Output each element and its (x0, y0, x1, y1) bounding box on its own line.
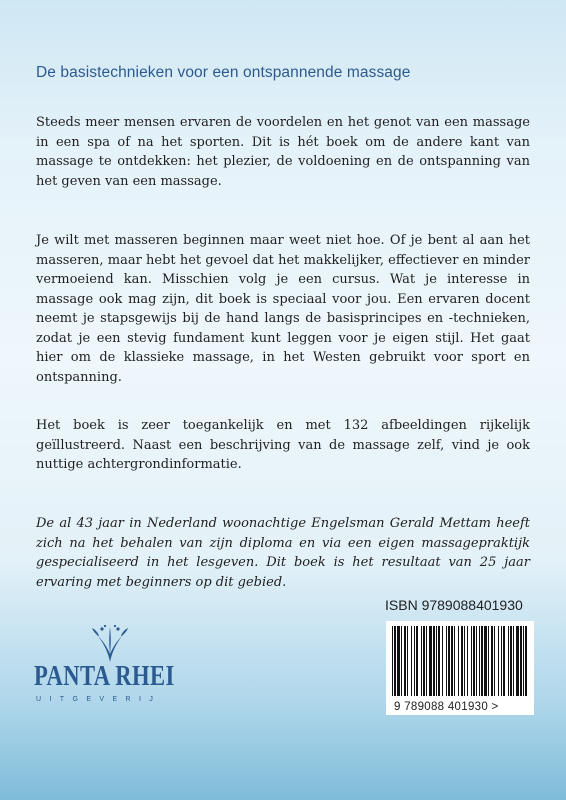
barcode-bar (516, 626, 519, 696)
barcode-bar (429, 626, 432, 696)
barcode-bar (454, 626, 455, 696)
barcode-bar (397, 626, 400, 696)
isbn-label: ISBN 9789088401930 (385, 597, 523, 613)
barcode-bar (494, 626, 495, 696)
barcode-bar (467, 626, 468, 696)
publisher-logo (34, 624, 184, 714)
barcode-bar (421, 626, 422, 696)
barcode-bar (458, 626, 459, 696)
barcode-bar (411, 626, 412, 696)
barcode-bar (525, 626, 527, 696)
barcode-bar (513, 626, 514, 696)
barcode-bar (476, 626, 477, 696)
barcode-bar (446, 626, 447, 696)
barcode-bar (438, 626, 440, 696)
barcode-bar (448, 626, 450, 696)
barcode-bar (488, 626, 489, 696)
barcode-bar (426, 626, 427, 696)
barcode-bar (401, 626, 402, 696)
barcode-bar (481, 626, 483, 696)
barcode-bar (508, 626, 509, 696)
isbn-barcode (386, 621, 534, 715)
author-bio-paragraph: De al 43 jaar in Nederland woonachtige Engelsman Gerald Mettam heeft zich na het behalen van zijn diploma en via een eigen massagepraktijk gespecialiseerd in het lesgeven. Dit boek is het resultaat van 25 jaar ervaring met beginners op dit gebied. (36, 516, 530, 590)
barcode-bar (498, 626, 499, 696)
barcode-bar (414, 626, 415, 696)
illustrations-paragraph: Het boek is zeer toegankelijk en met 132 afbeeldingen rijkelijk geïllustreerd. Naast een beschrijving van de massage zelf, vind je ook nuttige achtergrondinformatie. (36, 418, 530, 472)
barcode-bar (451, 626, 453, 696)
barcode-bar (491, 626, 493, 696)
barcode-bar (416, 626, 418, 696)
barcode-bar (404, 626, 406, 696)
barcode-bar (503, 626, 505, 696)
intro-paragraph: Steeds meer mensen ervaren de voordelen en het genot van een massage in een spa of na het sporten. Dit is hét boek om de andere kant van massage te ontdekken: het plezier, de voldoening en de ontspanning van het geven van een massage. (36, 115, 530, 189)
barcode-digits: 9 789088 401930 > (394, 701, 499, 713)
barcode-bar (442, 626, 443, 696)
barcode-bar (479, 626, 480, 696)
water-splash-icon (90, 624, 130, 664)
barcode-bars (392, 626, 528, 696)
barcode-bar (423, 626, 425, 696)
barcode-bar (523, 626, 524, 696)
barcode-bar (461, 626, 463, 696)
barcode-bar (473, 626, 475, 696)
publisher-subtitle: UITGEVERIJ (36, 696, 162, 703)
barcode-bar (433, 626, 435, 696)
barcode-bar (464, 626, 465, 696)
barcode-bar (501, 626, 502, 696)
back-cover-title: De basistechnieken voor een ontspannende massage (36, 64, 411, 81)
barcode-bar (394, 626, 396, 696)
description-paragraph: Je wilt met masseren beginnen maar weet niet hoe. Of je bent al aan het masseren, maar hebt het gevoel dat het makkelijker, effectiever en minder vermoeiend kan. Misschien volg je een cursus. Wat je interesse in massage ook mag zijn, dit boek is speciaal voor jou. Een ervaren docent neemt je stapsgewijs bij de hand langs de basisprincipes en -technieken, zodat je een stevig fundament kunt leggen voor je eigen stijl. Het gaat hier om de klassieke massage, in het Westen gebruikt voor sport en ontspanning. (36, 233, 530, 385)
barcode-bar (392, 626, 393, 696)
barcode-bar (484, 626, 487, 696)
barcode-bar (436, 626, 437, 696)
barcode-bar (471, 626, 472, 696)
barcode-bar (520, 626, 522, 696)
barcode-bar (510, 626, 512, 696)
barcode-bar (407, 626, 408, 696)
publisher-name: PANTA RHEI (34, 660, 175, 692)
